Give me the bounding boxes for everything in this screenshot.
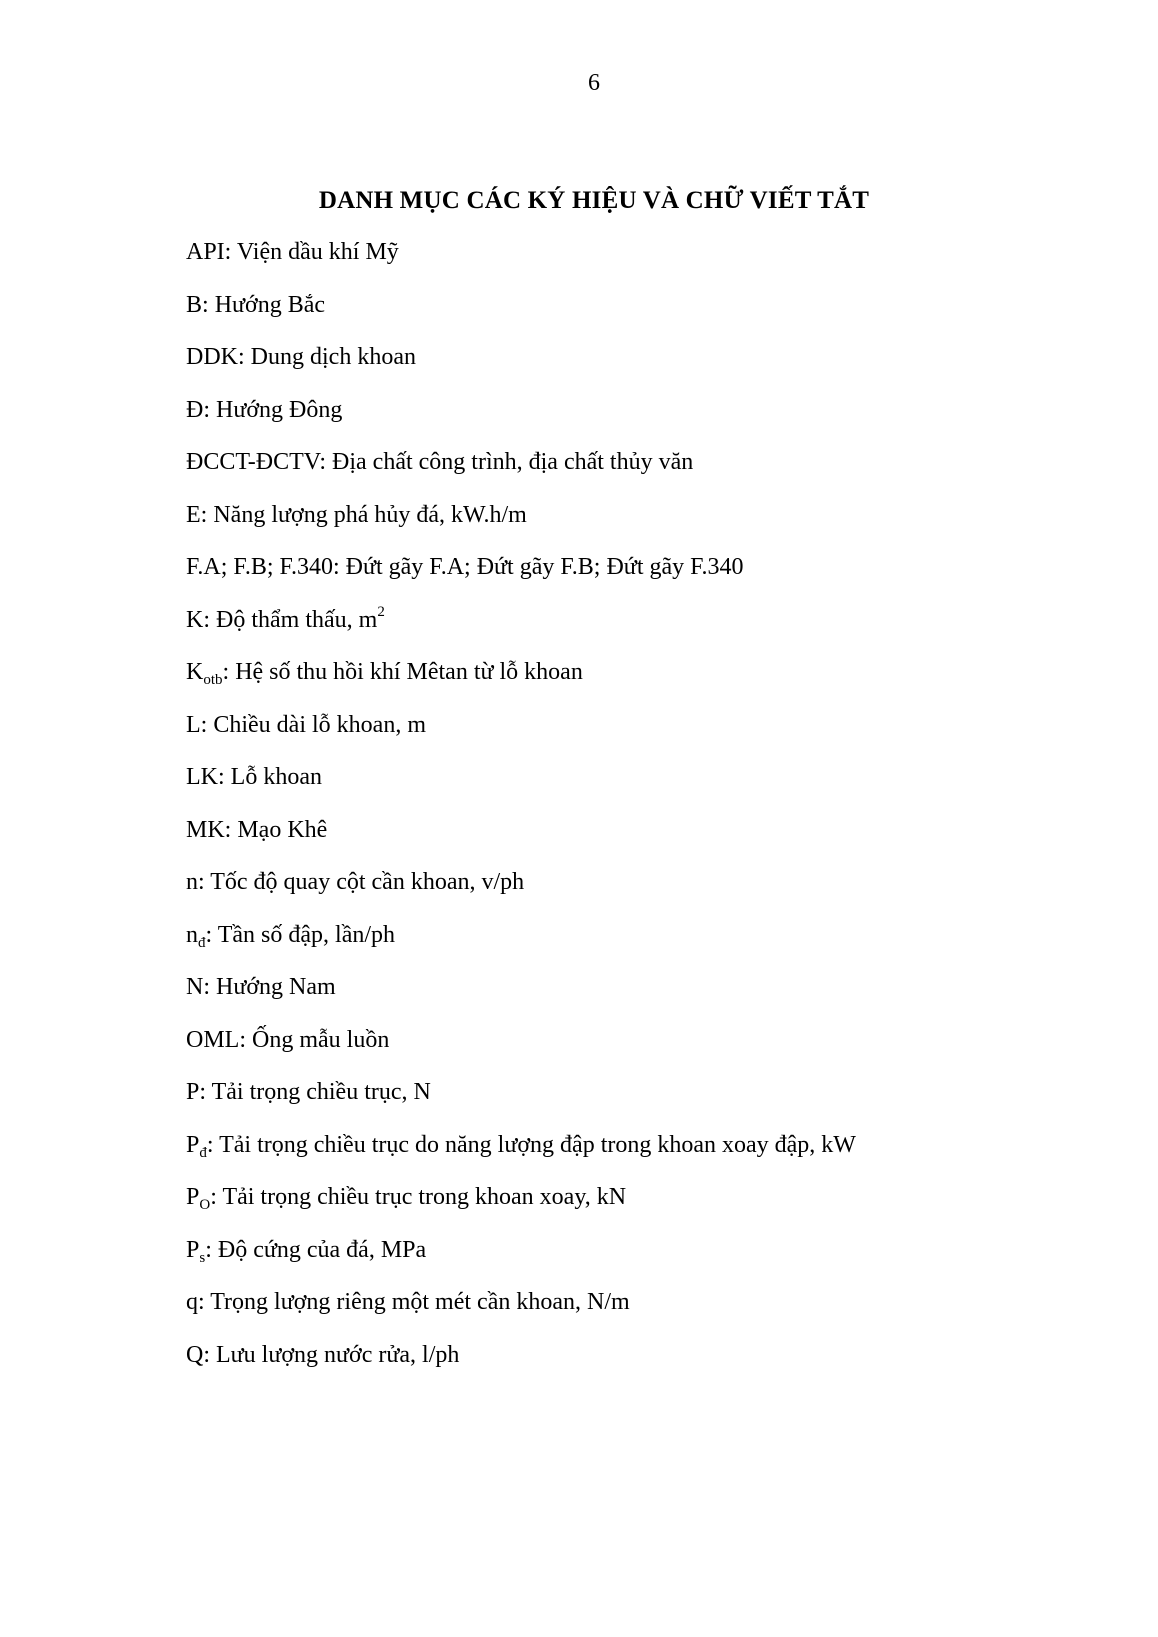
abbreviation-term: K (186, 659, 204, 685)
abbreviation-term-subscript: s (199, 1249, 206, 1266)
abbreviation-entry: L: Chiều dài lỗ khoan, m (186, 711, 426, 738)
abbreviation-description: Tải trọng chiều trục trong khoan xoay, kN (222, 1184, 627, 1210)
abbreviation-term: DDK (186, 344, 238, 370)
abbreviation-description: Đứt gãy F.A; Đứt gãy F.B; Đứt gãy F.340 (345, 554, 744, 580)
abbreviation-entry: $P_O$: Tải trọng chiều trục trong khoan xoay, kN (186, 1184, 627, 1213)
abbreviation-entry: K: Độ thẩm thấu, $m^2$ (186, 603, 385, 633)
abbreviation-entry: ĐCCT-ĐCTV: Địa chất công trình, địa chất thủy văn (186, 449, 694, 475)
abbreviation-term: API (186, 239, 225, 265)
abbreviation-description: Viện dầu khí Mỹ (236, 239, 399, 265)
abbreviation-entry: n: Tốc độ quay cột cần khoan, v/ph (186, 869, 525, 895)
abbreviation-entry: Đ: Hướng Đông (186, 396, 343, 423)
abbreviation-term: K (186, 606, 204, 633)
abbreviation-term-subscript: đ (198, 934, 206, 951)
abbreviation-term: Q (186, 1341, 204, 1368)
abbreviation-entry: OML: Ống mẫu luồn (186, 1026, 390, 1053)
abbreviation-term: N (186, 974, 204, 1000)
abbreviation-term: OML (186, 1026, 240, 1053)
abbreviation-description: Tải trọng chiều trục, N (211, 1079, 431, 1105)
abbreviation-description: Ống mẫu luồn (252, 1026, 390, 1053)
abbreviation-description: Tần số đập, lần/ph (217, 921, 396, 948)
abbreviation-entry: N: Hướng Nam (186, 974, 336, 1000)
abbreviation-description: Hệ số thu hồi khí Mêtan từ lỗ khoan (235, 659, 583, 685)
abbreviation-description-superscript: 2 (377, 603, 385, 620)
abbreviation-term: B (186, 291, 203, 318)
abbreviation-description: Dung dịch khoan (250, 344, 416, 370)
abbreviation-term-subscript: otb (203, 672, 223, 688)
abbreviation-term: q (186, 1289, 198, 1315)
abbreviation-description: Lưu lượng nước rửa, l/ph (216, 1341, 460, 1368)
abbreviation-description: Năng lượng phá hủy đá, kW.h/m (213, 501, 527, 528)
abbreviation-description: Hướng Nam (216, 974, 336, 1000)
abbreviation-entry: $n_đ$: Tần số đập, lần/ph (186, 921, 396, 951)
abbreviation-term: n (186, 869, 198, 895)
abbreviation-entry: $P_s$: Độ cứng của đá, MPa (186, 1236, 427, 1266)
abbreviation-term: P (186, 1184, 200, 1210)
abbreviation-description: Độ cứng của đá, MPa (217, 1236, 427, 1263)
page-number: 6 (588, 70, 600, 96)
abbreviation-description: Địa chất công trình, địa chất thủy văn (332, 449, 694, 475)
abbreviation-term: ĐCCT-ĐCTV (186, 449, 320, 475)
abbreviation-entry: F.A; F.B; F.340: Đứt gãy F.A; Đứt gãy F.B; Đứt gãy F.340 (186, 554, 744, 580)
abbreviation-entry: DDK: Dung dịch khoan (186, 344, 416, 370)
abbreviation-entry: Q: Lưu lượng nước rửa, l/ph (186, 1341, 460, 1368)
abbreviation-description: Độ thẩm thấu, m (216, 606, 378, 633)
abbreviation-description: Mạo Khê (237, 816, 328, 843)
abbreviation-term: LK (186, 764, 218, 790)
abbreviation-term: F.A; F.B; F.340 (186, 554, 333, 580)
abbreviation-description: Lỗ khoan (230, 764, 322, 790)
abbreviation-term: n (186, 921, 198, 948)
abbreviation-description: Hướng Đông (216, 396, 343, 423)
abbreviation-term: P (186, 1236, 200, 1263)
abbreviation-list (186, 236, 1086, 1391)
abbreviation-term: E (186, 501, 201, 528)
page-title: DANH MỤC CÁC KÝ HIỆU VÀ CHỮ VIẾT TẮT (318, 187, 870, 214)
abbreviation-entry: P: Tải trọng chiều trục, N (186, 1079, 431, 1105)
abbreviation-description: Chiều dài lỗ khoan, m (213, 711, 426, 738)
abbreviation-entry: $P_đ$: Tải trọng chiều trục do năng lượng đập trong khoan xoay đập, kW (186, 1131, 856, 1161)
abbreviation-entry: E: Năng lượng phá hủy đá, kW.h/m (186, 501, 527, 528)
abbreviation-description: Tải trọng chiều trục do năng lượng đập trong khoan xoay đập, kW (219, 1131, 856, 1158)
abbreviation-description: Hướng Bắc (214, 291, 326, 318)
abbreviation-entry: q: Trọng lượng riêng một mét cần khoan, N/m (186, 1289, 630, 1315)
abbreviation-term: L (186, 711, 201, 738)
abbreviation-description: Tốc độ quay cột cần khoan, v/ph (210, 869, 525, 895)
abbreviation-term: P (186, 1079, 200, 1105)
abbreviation-entry: MK: Mạo Khê (186, 816, 328, 843)
abbreviation-entry: LK: Lỗ khoan (186, 764, 322, 790)
abbreviation-term: Đ (186, 396, 204, 423)
abbreviation-term-subscript: đ (199, 1144, 207, 1161)
abbreviation-term: P (186, 1131, 200, 1158)
abbreviation-entry: B: Hướng Bắc (186, 291, 326, 318)
abbreviation-entry: $K_{otb}$: Hệ số thu hồi khí Mêtan từ lỗ khoan (186, 659, 583, 688)
abbreviation-term-subscript: O (199, 1197, 211, 1213)
abbreviation-term: MK (186, 816, 225, 843)
abbreviation-description: Trọng lượng riêng một mét cần khoan, N/m (210, 1289, 630, 1315)
abbreviation-entry: API: Viện dầu khí Mỹ (186, 239, 399, 265)
